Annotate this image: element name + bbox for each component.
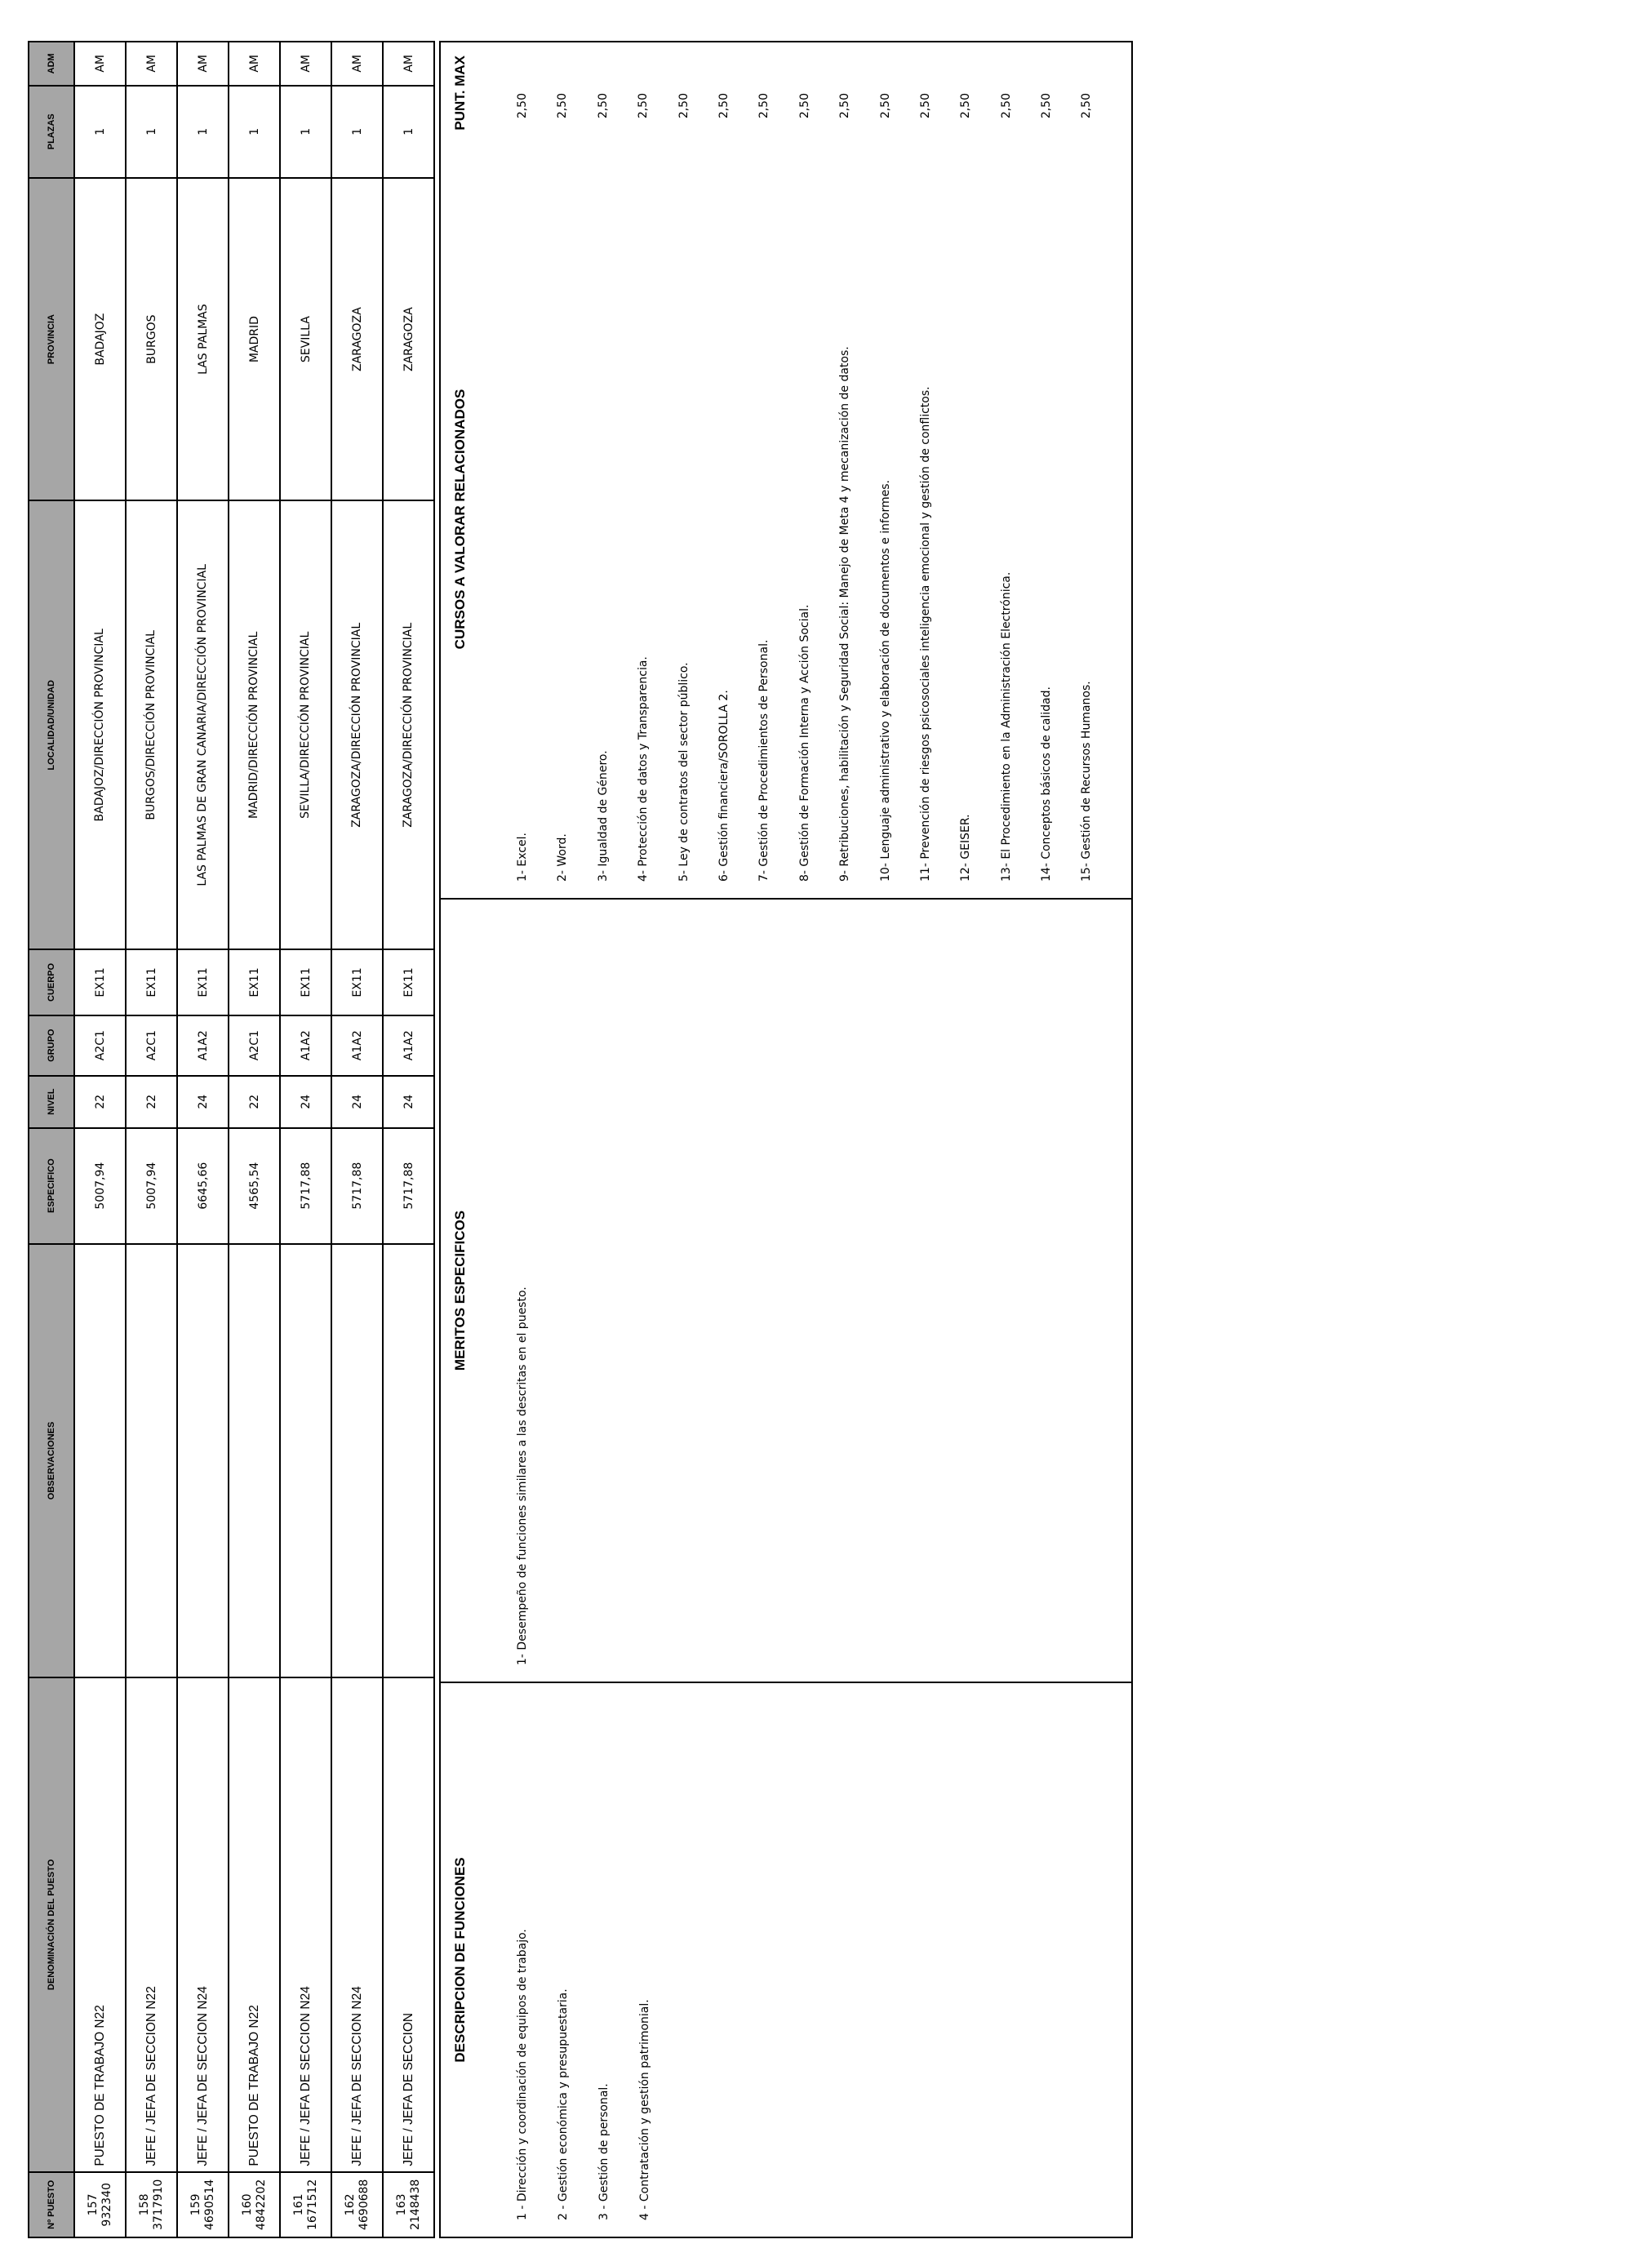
especifico-cell: 5717,88 [280, 1128, 331, 1244]
denominacion-cell: JEFE / JEFA DE SECCION N24 [331, 1677, 383, 2172]
curso-label: 12- GEISER. [959, 814, 973, 882]
num-puesto: 159 [189, 2193, 202, 2216]
adm-cell: AM [229, 42, 280, 86]
curso-label: 2- Word. [556, 833, 570, 882]
num-puesto-cell [383, 2172, 434, 2237]
grupo-cell: A1A2 [177, 1015, 229, 1076]
provincia-cell: MADRID [229, 178, 280, 500]
num-puesto: 163 [394, 2193, 408, 2216]
num-puesto: 160 [240, 2193, 254, 2216]
plazas-cell: 1 [177, 86, 229, 178]
table-body [74, 42, 434, 2237]
curso-punt: 2,50 [918, 93, 932, 119]
col-header-adm: ADM [29, 42, 74, 86]
num-puesto: 157 [86, 2193, 100, 2216]
provincia-cell: BURGOS [126, 178, 177, 500]
nivel-cell: 22 [126, 1076, 177, 1128]
nivel-cell: 24 [383, 1076, 434, 1128]
plazas-cell: 1 [126, 86, 177, 178]
num-puesto-cell [126, 2172, 177, 2237]
cuerpo-cell: EX11 [177, 949, 229, 1015]
nivel-cell: 24 [331, 1076, 383, 1128]
num-puesto-cell [177, 2172, 229, 2237]
grupo-cell: A1A2 [331, 1015, 383, 1076]
curso-punt: 2,50 [1080, 93, 1094, 119]
curso-punt: 2,50 [959, 93, 973, 119]
adm-cell: AM [383, 42, 434, 86]
adm-cell: AM [74, 42, 126, 86]
num-puesto-cell [280, 2172, 331, 2237]
table-row [229, 42, 280, 2237]
funcion-item: 2 - Gestión económica y presupuestaria. [557, 1988, 570, 2220]
curso-punt: 2,50 [637, 93, 651, 119]
observaciones-cell [126, 1244, 177, 1677]
curso-punt: 2,50 [677, 93, 691, 119]
plazas-cell: 1 [280, 86, 331, 178]
plazas-cell: 1 [74, 86, 126, 178]
curso-item [554, 59, 594, 882]
observaciones-cell [229, 1244, 280, 1677]
cuerpo-cell: EX11 [126, 949, 177, 1015]
col-header-observaciones: OBSERVACIONES [29, 1244, 74, 1677]
table-row [74, 42, 126, 2237]
curso-label: 10- Lenguaje administrativo y elaboración de documentos e informes. [878, 479, 892, 882]
num-puesto-cell [331, 2172, 383, 2237]
curso-label: 15- Gestión de Recursos Humanos. [1080, 681, 1094, 882]
localidad-cell: SEVILLA/DIRECCIÓN PROVINCIAL [280, 500, 331, 949]
curso-label: 7- Gestión de Procedimientos de Personal. [757, 639, 771, 882]
provincia-cell: ZARAGOZA [331, 178, 383, 500]
especifico-cell: 4565,54 [229, 1128, 280, 1244]
observaciones-cell [331, 1244, 383, 1677]
curso-item [716, 59, 756, 882]
curso-label: 14- Conceptos básicos de calidad. [1040, 686, 1054, 882]
puesto-code: 4690514 [202, 2179, 216, 2231]
num-puesto-cell [74, 2172, 126, 2237]
puesto-code: 932340 [100, 2183, 113, 2227]
curso-item [837, 59, 877, 882]
grupo-cell: A1A2 [280, 1015, 331, 1076]
observaciones-cell [383, 1244, 434, 1677]
col-header-localidad: LOCALIDAD/UNIDAD [29, 500, 74, 949]
curso-label: 9- Retribuciones, habilitación y Seguridad Social: Manejo de Meta 4 y mecanización de datos. [838, 346, 852, 882]
puesto-code: 1671512 [305, 2179, 319, 2231]
merito-item: 1- Desempeño de funciones similares a las descritas en el puesto. [516, 1286, 529, 1665]
nivel-cell: 22 [74, 1076, 126, 1128]
denominacion-cell: JEFE / JEFA DE SECCION [383, 1677, 434, 2172]
especifico-cell: 5007,94 [74, 1128, 126, 1244]
col-header-grupo: GRUPO [29, 1015, 74, 1076]
cuerpo-cell: EX11 [229, 949, 280, 1015]
curso-label: 4- Protección de datos y Transparencia. [637, 656, 651, 882]
funcion-item: 4 - Contratación y gestión patrimonial. [638, 1999, 651, 2220]
col-header-cuerpo: CUERPO [29, 949, 74, 1015]
cuerpo-cell: EX11 [383, 949, 434, 1015]
curso-item [797, 59, 837, 882]
nivel-cell: 24 [280, 1076, 331, 1128]
observaciones-cell [74, 1244, 126, 1677]
adm-cell: AM [177, 42, 229, 86]
col-header-nivel: NIVEL [29, 1076, 74, 1128]
puestos-table [28, 41, 435, 2238]
cursos-list [514, 59, 1119, 882]
curso-item [1078, 59, 1118, 882]
funciones-title: DESCRIPCION DE FUNCIONES [452, 1857, 468, 2063]
table-row [280, 42, 331, 2237]
table-row [331, 42, 383, 2237]
cuerpo-cell: EX11 [280, 949, 331, 1015]
curso-punt: 2,50 [596, 93, 610, 119]
rotated-sheet [28, 41, 1146, 2238]
plazas-cell: 1 [229, 86, 280, 178]
num-puesto: 161 [291, 2193, 305, 2216]
curso-punt: 2,50 [797, 93, 811, 119]
details-section [439, 41, 1133, 2238]
curso-punt: 2,50 [1040, 93, 1054, 119]
cursos-box [439, 41, 1133, 900]
localidad-cell: ZARAGOZA/DIRECCIÓN PROVINCIAL [331, 500, 383, 949]
num-puesto: 158 [137, 2193, 151, 2216]
meritos-box [439, 898, 1133, 1683]
curso-punt: 2,50 [717, 93, 731, 119]
col-header-denominacion: DENOMINACIÓN DEL PUESTO [29, 1677, 74, 2172]
curso-label: 3- Igualdad de Género. [596, 750, 610, 882]
nivel-cell: 24 [177, 1076, 229, 1128]
cuerpo-cell: EX11 [74, 949, 126, 1015]
col-header-provincia: PROVINCIA [29, 178, 74, 500]
puesto-code: 4842202 [254, 2179, 268, 2231]
especifico-cell: 5717,88 [383, 1128, 434, 1244]
grupo-cell: A2C1 [229, 1015, 280, 1076]
denominacion-cell: PUESTO DE TRABAJO N22 [229, 1677, 280, 2172]
denominacion-cell: JEFE / JEFA DE SECCION N24 [177, 1677, 229, 2172]
curso-label: 6- Gestión financiera/SOROLLA 2. [717, 690, 731, 882]
curso-item [676, 59, 716, 882]
col-header-especifico: ESPECIFICO [29, 1128, 74, 1244]
provincia-cell: ZARAGOZA [383, 178, 434, 500]
grupo-cell: A1A2 [383, 1015, 434, 1076]
provincia-cell: SEVILLA [280, 178, 331, 500]
header-row [29, 42, 74, 2237]
curso-item [595, 59, 635, 882]
curso-item [877, 59, 917, 882]
localidad-cell: BURGOS/DIRECCIÓN PROVINCIAL [126, 500, 177, 949]
localidad-cell: LAS PALMAS DE GRAN CANARIA/DIRECCIÓN PROVINCIAL [177, 500, 229, 949]
localidad-cell: BADAJOZ/DIRECCIÓN PROVINCIAL [74, 500, 126, 949]
punt-max-title: PUNT. MAX [452, 56, 468, 131]
curso-punt: 2,50 [757, 93, 771, 119]
cuerpo-cell: EX11 [331, 949, 383, 1015]
observaciones-cell [280, 1244, 331, 1677]
especifico-cell: 5717,88 [331, 1128, 383, 1244]
provincia-cell: LAS PALMAS [177, 178, 229, 500]
table-row [126, 42, 177, 2237]
curso-item [998, 59, 1038, 882]
num-puesto: 162 [343, 2193, 357, 2216]
meritos-list [514, 916, 555, 1665]
adm-cell: AM [126, 42, 177, 86]
adm-cell: AM [331, 42, 383, 86]
curso-item [917, 59, 957, 882]
curso-label: 11- Prevención de riesgos psicosociales inteligencia emocional y gestión de conflictos. [918, 386, 932, 882]
especifico-cell: 5007,94 [126, 1128, 177, 1244]
curso-punt: 2,50 [878, 93, 892, 119]
denominacion-cell: JEFE / JEFA DE SECCION N24 [280, 1677, 331, 2172]
adm-cell: AM [280, 42, 331, 86]
observaciones-cell [177, 1244, 229, 1677]
curso-item [635, 59, 675, 882]
curso-item [1038, 59, 1078, 882]
funciones-list [514, 1700, 677, 2220]
puesto-code: 3717910 [151, 2179, 165, 2231]
puesto-code: 2148438 [408, 2179, 422, 2231]
curso-label: 5- Ley de contratos del sector público. [677, 662, 691, 882]
curso-label: 1- Excel. [516, 833, 529, 882]
curso-item [756, 59, 796, 882]
curso-punt: 2,50 [999, 93, 1013, 119]
curso-label: 8- Gestión de Formación Interna y Acción Social. [797, 604, 811, 882]
puesto-code: 4690688 [357, 2179, 371, 2231]
col-header-plazas: PLAZAS [29, 86, 74, 178]
funciones-box [439, 1682, 1133, 2238]
plazas-cell: 1 [331, 86, 383, 178]
curso-punt: 2,50 [516, 93, 529, 119]
plazas-cell: 1 [383, 86, 434, 178]
grupo-cell: A2C1 [74, 1015, 126, 1076]
nivel-cell: 22 [229, 1076, 280, 1128]
table-row [177, 42, 229, 2237]
funcion-item: 1 - Dirección y coordinación de equipos de trabajo. [516, 1929, 529, 2220]
curso-item [514, 59, 554, 882]
curso-punt: 2,50 [556, 93, 570, 119]
grupo-cell: A2C1 [126, 1015, 177, 1076]
curso-punt: 2,50 [838, 93, 852, 119]
provincia-cell: BADAJOZ [74, 178, 126, 500]
especifico-cell: 6645,66 [177, 1128, 229, 1244]
cursos-title: CURSOS A VALORAR RELACIONADOS [452, 389, 468, 650]
table-row [383, 42, 434, 2237]
num-puesto-cell [229, 2172, 280, 2237]
funcion-item: 3 - Gestión de personal. [597, 2083, 611, 2220]
curso-label: 13- El Procedimiento en la Administración Electrónica. [999, 571, 1013, 882]
denominacion-cell: PUESTO DE TRABAJO N22 [74, 1677, 126, 2172]
col-header-num: Nº PUESTO [29, 2172, 74, 2237]
denominacion-cell: JEFE / JEFA DE SECCION N22 [126, 1677, 177, 2172]
localidad-cell: ZARAGOZA/DIRECCIÓN PROVINCIAL [383, 500, 434, 949]
meritos-title: MERITOS ESPECIFICOS [452, 1210, 468, 1371]
curso-item [957, 59, 997, 882]
localidad-cell: MADRID/DIRECCIÓN PROVINCIAL [229, 500, 280, 949]
